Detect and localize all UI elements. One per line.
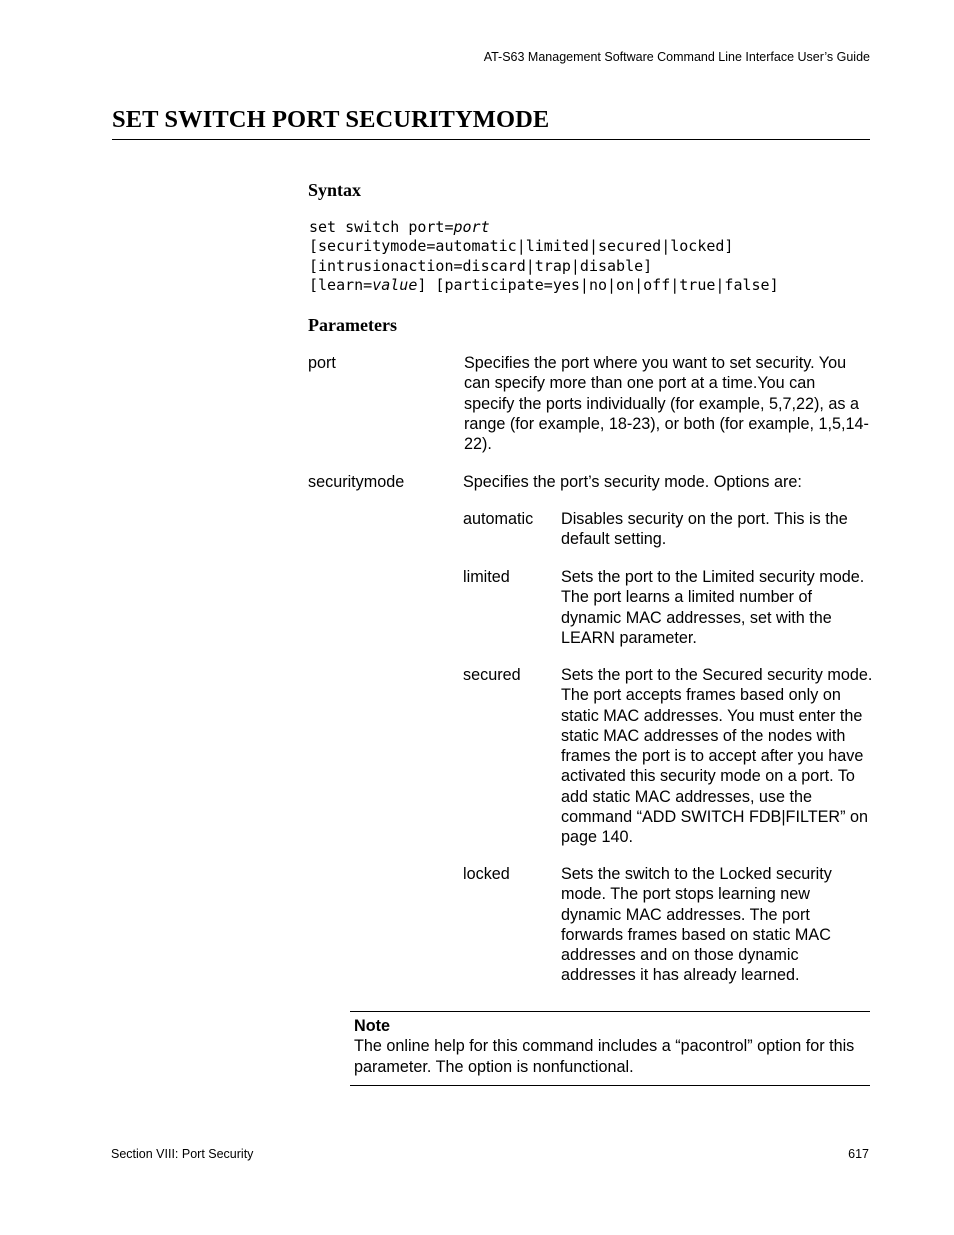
syntax-line-4-var: value	[372, 275, 418, 294]
footer-page-number: 617	[848, 1147, 869, 1161]
page-title: SET SWITCH PORT SECURITYMODE	[112, 106, 870, 140]
note-label: Note	[354, 1017, 390, 1035]
syntax-line-4-rest: ] [participate=yes|no|on|off|true|false]	[417, 275, 779, 294]
option-limited-desc: Sets the port to the Limited security mode. The port learns a limited number of dynamic MAC addresses, set with the LEARN parameter.	[561, 568, 865, 647]
parameters-heading: Parameters	[308, 315, 397, 335]
syntax-line-2: [securitymode=automatic|limited|secured|locked]	[309, 237, 734, 256]
param-securitymode-name: securitymode	[308, 473, 405, 491]
syntax-line-4-text: [learn=	[309, 275, 373, 294]
syntax-line-3: [intrusionaction=discard|trap|disable]	[309, 256, 653, 275]
syntax-heading: Syntax	[308, 180, 362, 200]
option-automatic-desc: Disables security on the port. This is the default setting.	[561, 510, 848, 549]
option-automatic-name: automatic	[463, 510, 534, 528]
option-locked-name: locked	[463, 865, 510, 883]
syntax-code-block	[309, 218, 779, 295]
option-secured-name: secured	[463, 666, 521, 684]
param-port-desc: Specifies the port where you want to set security. You can specify more than one port at a time.You can specify the ports individually (for example, 5,7,22), as a range (for example, 18-23), or both (for example, 1,5,14-22).	[464, 354, 869, 454]
option-secured-desc: Sets the port to the Secured security mode. The port accepts frames based only on static MAC addresses. You must enter the static MAC addresses of the nodes with frames the port is to accept after you have activated this security mode on a port. To add static MAC addresses, use the command “ADD SWITCH FDB|FILTER” on page 140.	[561, 666, 873, 847]
running-header: AT-S63 Management Software Command Line Interface User’s Guide	[483, 50, 870, 64]
option-limited-name: limited	[463, 568, 510, 586]
note-text: The online help for this command includes a “pacontrol” option for this parameter. The option is nonfunctional.	[354, 1037, 855, 1076]
syntax-line-1-var: port	[453, 218, 490, 236]
param-port-name: port	[308, 354, 336, 372]
param-securitymode-desc: Specifies the port’s security mode. Options are:	[463, 473, 802, 491]
syntax-line-1-text: set switch port=	[309, 218, 454, 236]
footer-section: Section VIII: Port Security	[111, 1147, 254, 1161]
note-box	[350, 1011, 870, 1086]
option-locked-desc: Sets the switch to the Locked security mode. The port stops learning new dynamic MAC addresses. The port forwards frames based on static MAC addresses and on those dynamic addresses it has already learned.	[561, 865, 832, 985]
